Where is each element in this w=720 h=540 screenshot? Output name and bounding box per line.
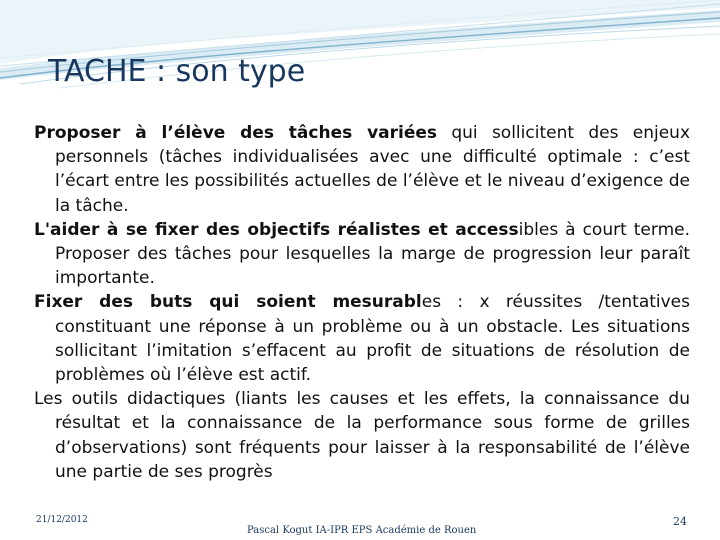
paragraph-objectives: [34, 218, 690, 291]
paragraph-tasks: [34, 121, 690, 218]
paragraph-text: ibles à court terme. Proposer des tâches pour lesquelles la marge de progression leur paraît importante.: [55, 219, 690, 289]
paragraph-text: Les outils didactiques (liants les causes et les effets, la connaissance du résultat et la connaissance de la performance sous forme de grilles d’observations) sont fréquents pour laisser à la responsabilité de l’élève une partie de ses progrès: [34, 389, 690, 482]
slide-body: [34, 121, 690, 484]
paragraph-text: qui sollicitent des enjeux personnels (tâches individualisées avec une difficulté optimale : c’est l’écart entre les possibilités actuelles de l’élève et le niveau d’exigence de la tâche.: [55, 123, 690, 216]
footer-author: Pascal Kogut IA-IPR EPS Académie de Rouen: [247, 525, 477, 536]
page-number: 24: [673, 515, 687, 528]
page-title: TACHE : son type: [48, 54, 306, 89]
paragraph-bold: Fixer des buts qui soient mesurabl: [34, 292, 422, 313]
paragraph-bold: Proposer à l’élève des tâches variées: [34, 123, 438, 143]
paragraph-tools: [34, 387, 690, 484]
paragraph-text: es : x réussites /tentatives constituant une réponse à un problème ou à un obstacle. Les situations sollicitant l’imitation s’effacent au profit de situations de résolution de problèmes où l’élève est actif.: [55, 292, 690, 386]
paragraph-bold: L'aider à se fixer des objectifs réalistes et access: [34, 219, 519, 240]
paragraph-goals: [34, 290, 690, 387]
footer-date: 21/12/2012: [36, 515, 88, 525]
